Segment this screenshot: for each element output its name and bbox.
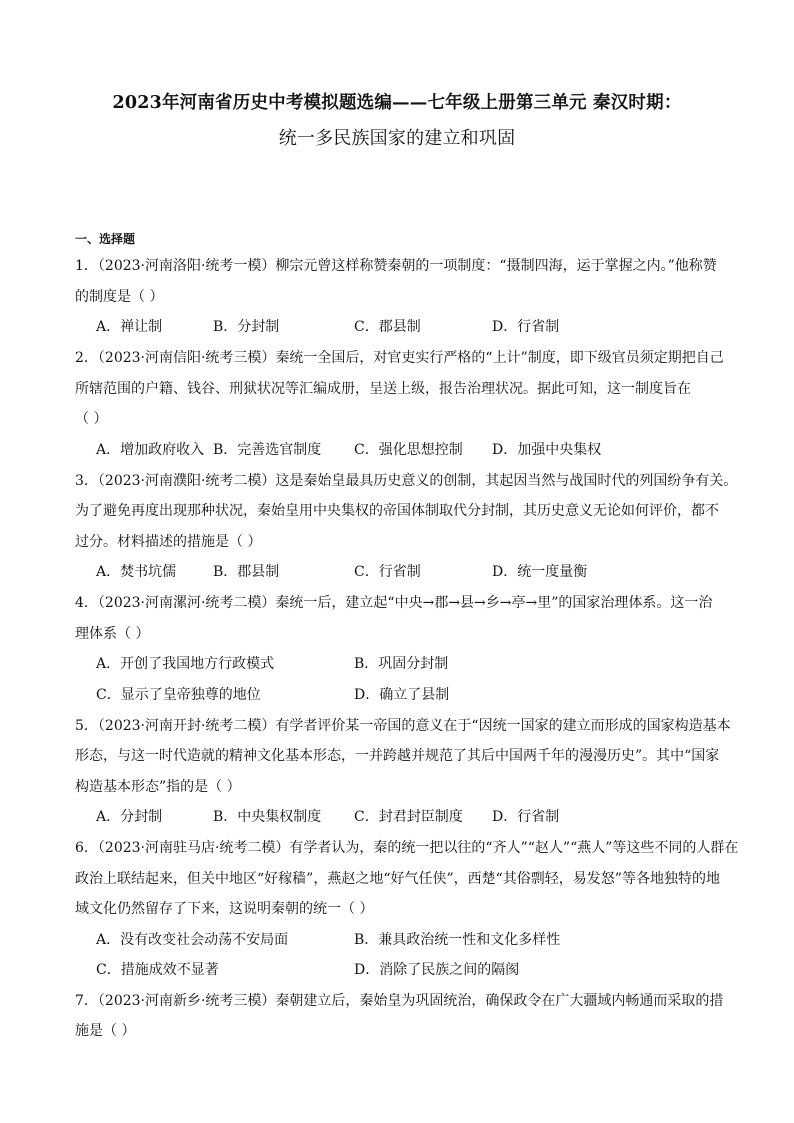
question-4-text-line-1: 4．（2023·河南漯河·统考二模）秦统一后，建立起“中央→郡→县→乡→亭→里”的国家治理体系。这一治 bbox=[75, 595, 713, 611]
question-5-text-line-2: 形态，与这一时代造就的精神文化基本形态，一并跨越并规范了其后中国两千年的漫漫历史”。其中“国家 bbox=[75, 748, 720, 764]
question-3-option-c: C．行省制 bbox=[354, 564, 421, 580]
question-1-option-c: C．郡县制 bbox=[354, 319, 421, 335]
question-2-text-line-1: 2．（2023·河南信阳·统考三模）秦统一全国后，对官吏实行严格的“上计”制度，即下级官员须定期把自己 bbox=[75, 350, 724, 366]
question-5-option-c: C．封君封臣制度 bbox=[354, 809, 463, 825]
question-2-option-b: B．完善选官制度 bbox=[213, 442, 322, 458]
question-5-option-a: A．分封制 bbox=[96, 809, 163, 825]
question-6-option-b: B．兼具政治统一性和文化多样性 bbox=[354, 932, 561, 948]
question-1-option-b: B．分封制 bbox=[213, 319, 280, 335]
question-4-option-c: C．显示了皇帝独尊的地位 bbox=[96, 687, 261, 703]
question-2-text-line-3: （ ） bbox=[75, 411, 108, 427]
question-6-option-a: A．没有改变社会动荡不安局面 bbox=[96, 932, 289, 948]
question-3-text-line-3: 过分。材料描述的措施是（ ） bbox=[75, 534, 262, 550]
question-6-option-c: C．措施成效不显著 bbox=[96, 962, 219, 978]
question-1-text-line-2: 的制度是（ ） bbox=[75, 289, 164, 305]
question-7-text-line-1: 7．（2023·河南新乡·统考三模）秦朝建立后，秦始皇为巩固统治，确保政令在广大疆域内畅通而采取的措 bbox=[75, 993, 724, 1009]
question-3-option-b: B．郡县制 bbox=[213, 564, 280, 580]
question-4-text-line-2: 理体系（ ） bbox=[75, 626, 150, 642]
question-4-option-d: D．确立了县制 bbox=[354, 687, 450, 703]
question-5-text-line-1: 5．（2023·河南开封·统考二模）有学者评价某一帝国的意义在于“因统一国家的建立而形成的国家构造基本 bbox=[75, 718, 731, 734]
question-6-option-d: D．消除了民族之间的隔阂 bbox=[354, 962, 520, 978]
question-6-text-line-3: 域文化仍然留存了下来，这说明秦朝的统一（ ） bbox=[75, 901, 374, 917]
question-3-option-a: A．焚书坑儒 bbox=[96, 564, 177, 580]
question-2-text-line-2: 所辖范围的户籍、钱谷、刑狱状况等汇编成册，呈送上级，报告治理状况。据此可知，这一制度旨在 bbox=[75, 381, 691, 397]
question-5-option-b: B．中央集权制度 bbox=[213, 809, 322, 825]
question-5-text-line-3: 构造基本形态”指的是（ ） bbox=[75, 779, 241, 795]
question-2-option-c: C．强化思想控制 bbox=[354, 442, 463, 458]
question-5-option-d: D．行省制 bbox=[492, 809, 560, 825]
question-1-option-a: A．禅让制 bbox=[96, 319, 163, 335]
question-3-text-line-1: 3．（2023·河南濮阳·统考二模）这是秦始皇最具历史意义的创制，其起因当然与战国时代的列国纷争有关。 bbox=[75, 473, 738, 489]
document-title-line-2: 统一多民族国家的建立和巩固 bbox=[278, 128, 516, 149]
question-6-text-line-1: 6．（2023·河南驻马店·统考二模）有学者认为，秦的统一把以往的“齐人”“赵人”“燕人”等这些不同的人群在 bbox=[75, 840, 739, 856]
question-2-option-d: D．加强中央集权 bbox=[492, 442, 602, 458]
question-6-text-line-2: 政治上联结起来，但关中地区“好稼穑”，燕赵之地“好气任侠”，西楚“其俗剽轻，易发怒”等各地独特的地 bbox=[75, 871, 720, 887]
document-title-line-1: 2023年河南省历史中考模拟题选编——七年级上册第三单元 秦汉时期： bbox=[112, 93, 682, 113]
question-3-text-line-2: 为了避免再度出现那种状况，秦始皇用中央集权的帝国体制取代分封制，其历史意义无论如何评价，都不 bbox=[75, 503, 719, 519]
question-1-text-line-1: 1．（2023·河南洛阳·统考一模）柳宗元曾这样称赞秦朝的一项制度：“摄制四海，运于掌握之内。”他称赞 bbox=[75, 258, 717, 274]
question-2-option-a: A．增加政府收入 bbox=[96, 442, 205, 458]
question-7-text-line-2: 施是（ ） bbox=[75, 1023, 136, 1039]
question-4-option-a: A．开创了我国地方行政模式 bbox=[96, 656, 275, 672]
section-heading: 一、选择题 bbox=[75, 232, 136, 246]
question-1-option-d: D．行省制 bbox=[492, 319, 560, 335]
question-3-option-d: D．统一度量衡 bbox=[492, 564, 588, 580]
question-4-option-b: B．巩固分封制 bbox=[354, 656, 449, 672]
